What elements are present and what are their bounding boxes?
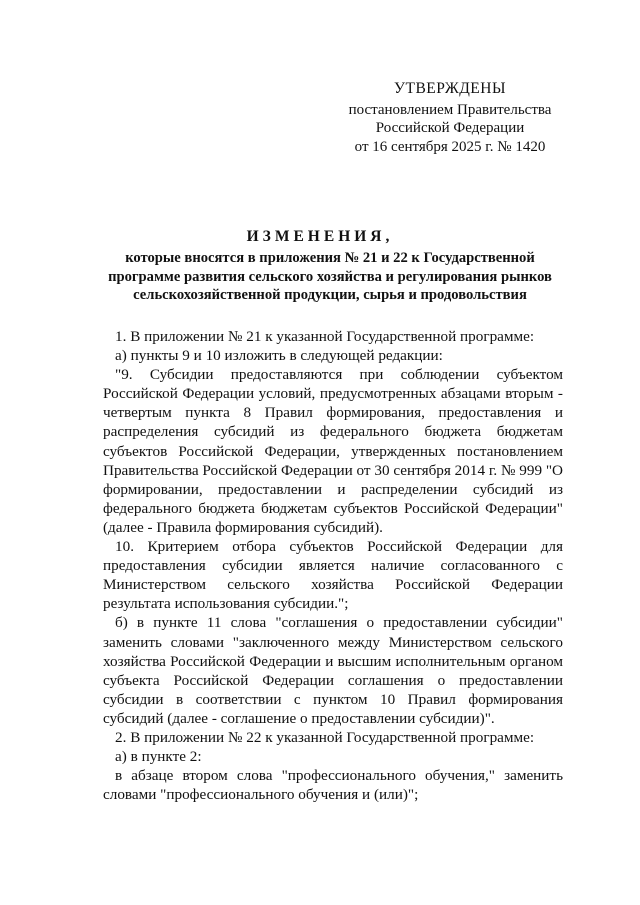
document-subtitle: которые вносятся в приложения № 21 и 22 к Государственной программе развития сельского хозяйства и регулирования рынков сельскохозяйственной продукции, сырья и продовольствия [108,250,552,303]
approval-line-1: постановлением Правительства [348,101,552,118]
approval-stamp [345,80,555,156]
paragraph-3: "9. Субсидии предоставляются при соблюдении субъектом Российской Федерации условий, предусмотренных абзацами вторым - четвертым пункта 8 Правил формирования, предоставления и распределения субсидий из федерального бюджета бюджетам субъектов Российской Федерации, утвержденных постановлением Правительства Российской Федерации от 30 сентября 2014 г. № 999 "О формировании, предоставлении и распределении субсидий из федерального бюджета бюджетам субъектов Российской Федерации" (далее - Правила формирования субсидий). [103,366,563,536]
document-title: ИЗМЕНЕНИЯ, [246,228,394,245]
paragraph-4: 10. Критерием отбора субъектов Российской Федерации для предоставления субсидии является наличие согласованного с Министерством сельского хозяйства Российской Федерации результата использования субсидии."; [103,538,563,613]
paragraph-6: 2. В приложении № 22 к указанной Государственной программе: [115,728,535,746]
paragraph-5: б) в пункте 11 слова "соглашения о предоставлении субсидии" заменить словами "заключенного между Министерством сельского хозяйства Российской Федерации и высшим исполнительным органом субъекта Российской Федерации соглашения о предоставлении субсидии в соответствии с пунктом 10 Правил формирования субсидий (далее - соглашение о предоставлении субсидии)". [103,614,563,727]
paragraph-8: в абзаце втором слова "профессионального обучения," заменить словами "профессионального обучения и (или)"; [103,767,563,804]
paragraph-1: 1. В приложении № 21 к указанной Государственной программе: [115,328,535,345]
paragraph-2: а) пункты 9 и 10 изложить в следующей редакции: [115,347,443,365]
approval-line-3: от 16 сентября 2025 г. № 1420 [354,138,546,155]
document-body [103,327,563,804]
paragraph-7: а) в пункте 2: [115,748,202,766]
approval-heading: УТВЕРЖДЕНЫ [394,80,506,97]
approval-line-2: Российской Федерации [375,120,525,136]
